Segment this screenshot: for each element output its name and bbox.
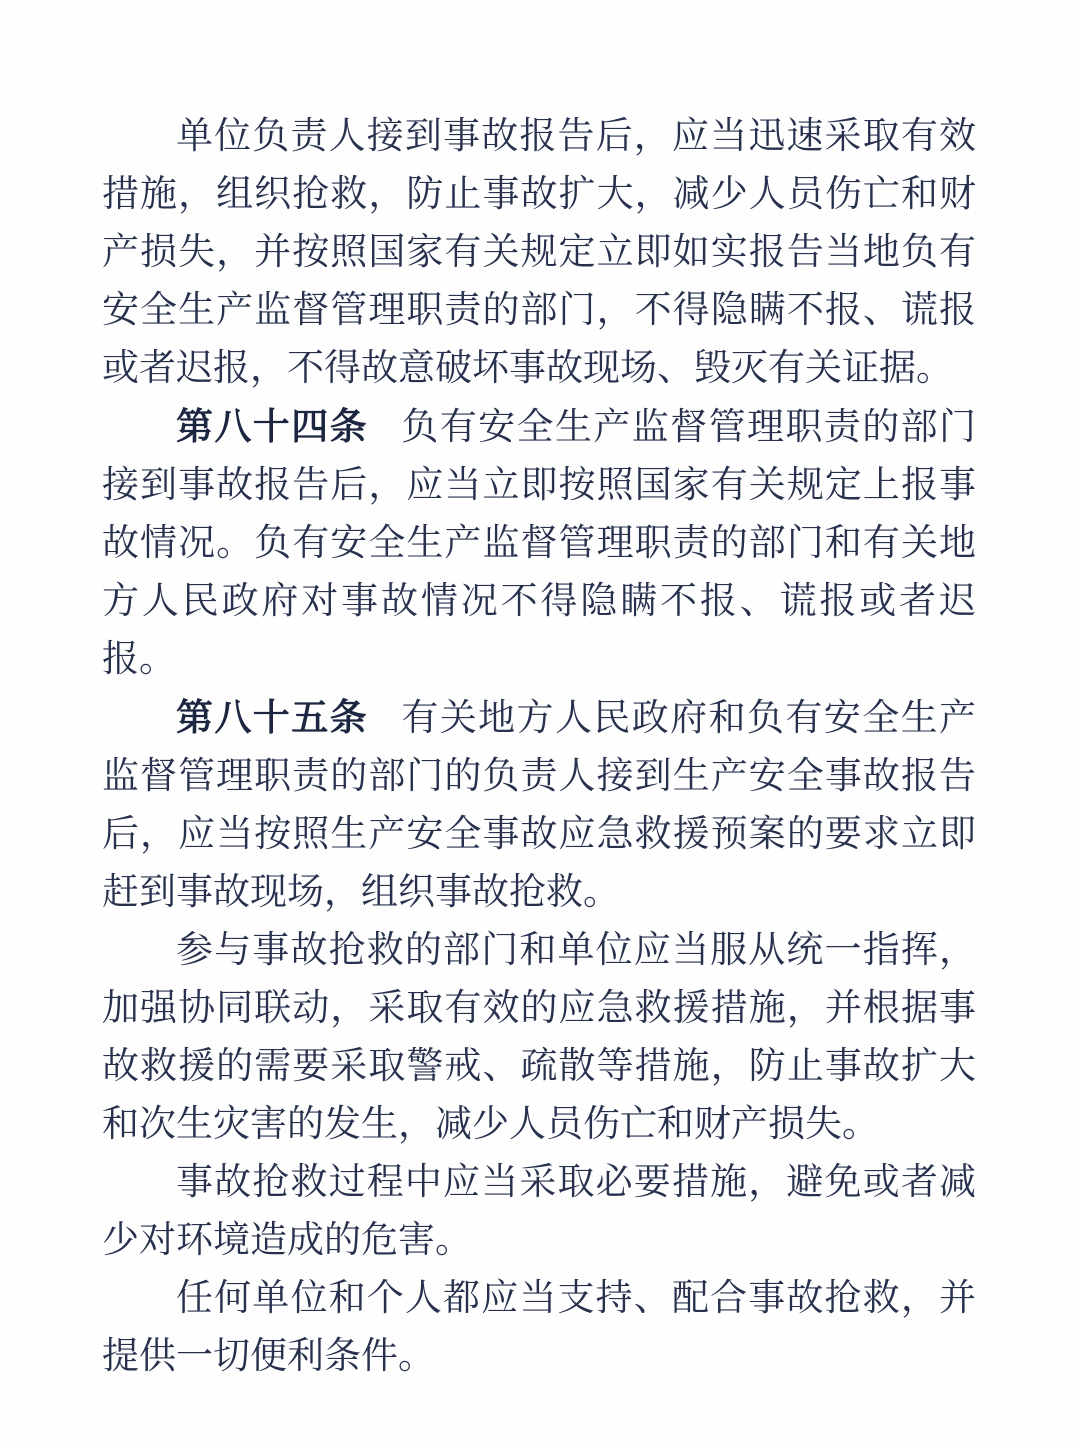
- paragraph: [102, 398, 976, 689]
- paragraph: [102, 1270, 976, 1386]
- article-number: 第八十五条: [176, 697, 369, 738]
- paragraph-text: 参与事故抢救的部门和单位应当服从统一指挥，加强协同联动，采取有效的应急救援措施，并根据事故救援的需要采取警戒、疏散等措施，防止事故扩大和次生灾害的发生，减少人员伤亡和财产损失。: [102, 930, 976, 1145]
- document-body: [102, 108, 976, 1386]
- paragraph-text: 任何单位和个人都应当支持、配合事故抢救，并提供一切便利条件。: [102, 1278, 976, 1377]
- paragraph-text: 有关地方人民政府和负有安全生产监督管理职责的部门的负责人接到生产安全事故报告后，应当按照生产安全事故应急救援预案的要求立即赶到事故现场，组织事故抢救。: [102, 698, 977, 913]
- paragraph-text: 负有安全生产监督管理职责的部门接到事故报告后，应当立即按照国家有关规定上报事故情况。负有安全生产监督管理职责的部门和有关地方人民政府对事故情况不得隐瞒不报、谎报或者迟报。: [102, 407, 977, 680]
- paragraph: [102, 108, 976, 398]
- paragraph: [102, 1154, 976, 1270]
- paragraph-text: 事故抢救过程中应当采取必要措施，避免或者减少对环境造成的危害。: [102, 1162, 976, 1261]
- paragraph: [102, 922, 976, 1154]
- article-number: 第八十四条: [176, 406, 369, 447]
- paragraph: [102, 689, 976, 922]
- paragraph-text: 单位负责人接到事故报告后，应当迅速采取有效措施，组织抢救，防止事故扩大，减少人员伤亡和财产损失，并按照国家有关规定立即如实报告当地负有安全生产监督管理职责的部门，不得隐瞒不报、谎报或者迟报，不得故意破坏事故现场、毁灭有关证据。: [102, 116, 976, 389]
